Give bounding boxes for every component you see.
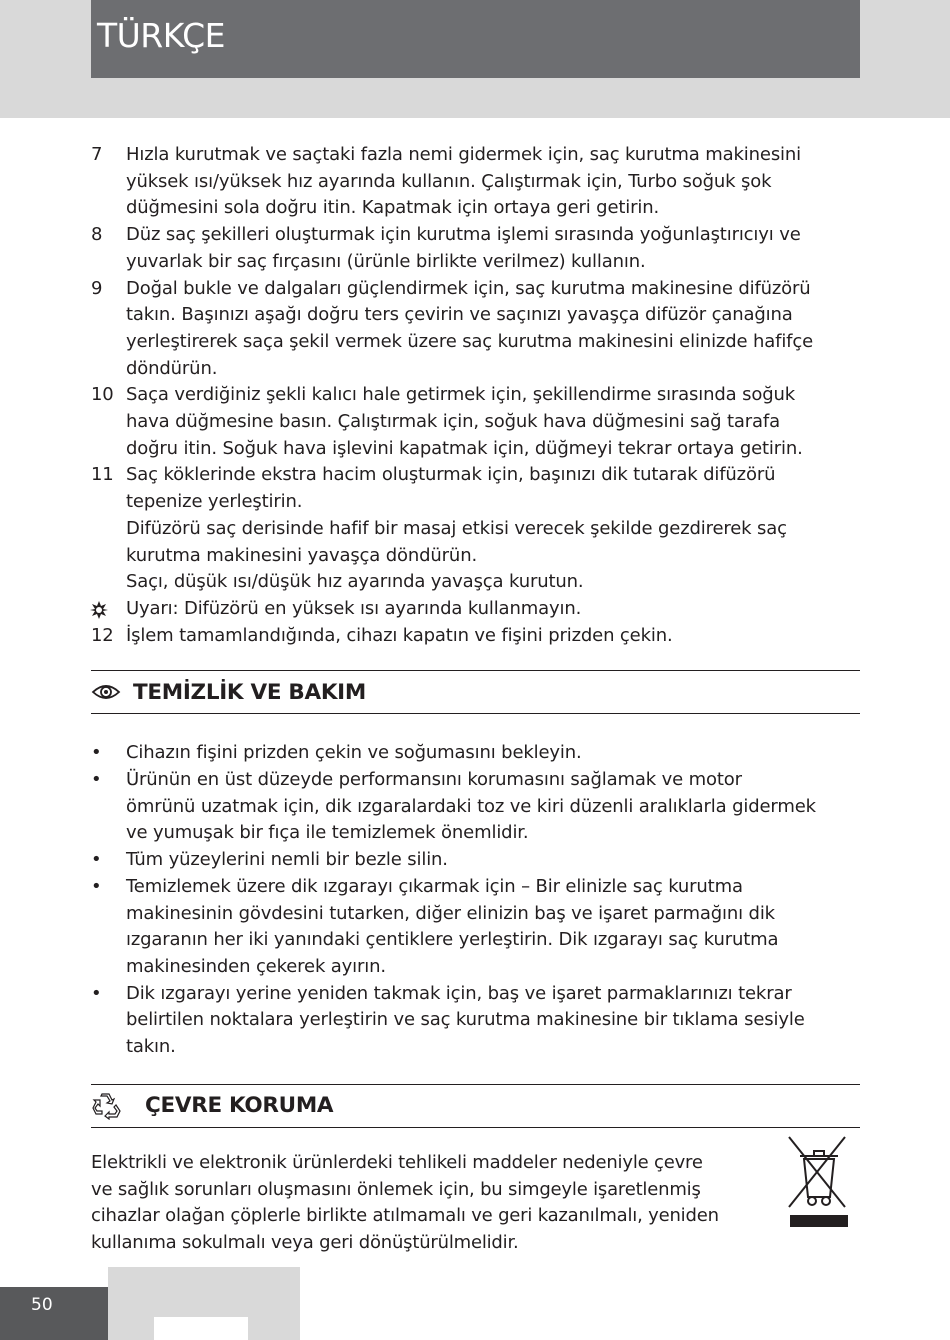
step-text [126, 142, 860, 222]
step-text [126, 222, 860, 275]
step-number: 12 [91, 624, 114, 646]
step-number: 11 [91, 464, 114, 486]
cleaning-section-header [91, 670, 860, 714]
cleaning-section-title: TEMİZLİK VE BAKIM [133, 679, 366, 705]
bullet: • [91, 849, 102, 871]
text-line: yuvarlak bir saç fırçasını (ürünle birlikte verilmez) kullanın. [126, 250, 646, 272]
step-text [126, 382, 860, 462]
cleaning-item [91, 847, 860, 874]
text-line: Uyarı: Difüzörü en yüksek ısı ayarında kullanmayın. [126, 597, 582, 619]
text-line: kullanıma sokulmalı veya geri dönüştürülmelidir. [91, 1231, 519, 1253]
cleaning-text [126, 847, 860, 874]
text-line: Saç köklerinde ekstra hacim oluşturmak için, başınızı dik tutarak difüzörü [126, 464, 776, 486]
step-item [91, 382, 860, 462]
bullet: • [91, 742, 102, 764]
page-content [91, 142, 860, 1257]
environment-section-header [91, 1084, 860, 1128]
step-number: 9 [91, 277, 103, 299]
text-line: Difüzörü saç derisinde hafif bir masaj etkisi verecek şekilde gezdirerek saç [126, 517, 787, 539]
step-number: 10 [91, 384, 114, 406]
cleaning-list [91, 740, 860, 1060]
environment-text [91, 1150, 771, 1257]
cleaning-item [91, 740, 860, 767]
warning-item [91, 596, 860, 623]
text-line: düğmesini sola doğru itin. Kapatmak için ortaya geri getirin. [126, 197, 660, 219]
step-item [91, 462, 860, 596]
text-line: İşlem tamamlandığında, cihazı kapatın ve fişini prizden çekin. [126, 624, 673, 646]
text-line: yüksek ısı/yüksek hız ayarında kullanın. Çalıştırmak için, Turbo soğuk şok [126, 170, 772, 192]
text-line: makinesinin gövdesini tutarken, diğer elinizin baş ve işaret parmağını dik [126, 902, 775, 924]
page-number: 50 [0, 1287, 108, 1340]
bullet: • [91, 875, 102, 897]
text-line: Elektrikli ve elektronik ürünlerdeki tehlikeli maddeler nedeniyle çevre [91, 1151, 703, 1173]
text-line: döndürün. [126, 357, 218, 379]
text-line: hava düğmesine basın. Çalıştırmak için, soğuk hava düğmesini sağ tarafa [126, 411, 780, 433]
cleaning-item [91, 767, 860, 847]
text-line: Temizlemek üzere dik ızgarayı çıkarmak için – Bir elinizle saç kurutma [126, 875, 743, 897]
text-line: ömrünü uzatmak için, dik ızgaralardaki toz ve kiri düzenli aralıklarla gidermek [126, 795, 816, 817]
text-line: Dik ızgarayı yerine yeniden takmak için, baş ve işaret parmaklarınızı tekrar [126, 982, 792, 1004]
cleaning-text [126, 767, 860, 847]
text-line: doğru itin. Soğuk hava işlevini kapatmak için, düğmeyi tekrar ortaya getirin. [126, 437, 803, 459]
text-line: takın. [126, 1036, 176, 1058]
text-line: kurutma makinesini yavaşça döndürün. [126, 544, 478, 566]
text-line: Cihazın fişini prizden çekin ve soğumasını bekleyin. [126, 742, 582, 764]
bullet: • [91, 982, 102, 1004]
step-item [91, 276, 860, 383]
step-item [91, 142, 860, 222]
cleaning-text [126, 981, 860, 1061]
text-line: tepenize yerleştirin. [126, 491, 303, 513]
cleaning-item [91, 874, 860, 981]
step-item [91, 222, 860, 275]
text-line: Saça verdiğiniz şekli kalıcı hale getirmek için, şekillendirme sırasında soğuk [126, 384, 796, 406]
bullet: • [91, 769, 102, 791]
step-item [91, 623, 860, 650]
step-number: 7 [91, 144, 103, 165]
text-line: makinesinden çekerek ayırın. [126, 955, 386, 977]
text-line: takın. Başınızı aşağı doğru ters çevirin ve saçınızı yavaşça difüzör çanağına [126, 304, 793, 326]
step-text [126, 276, 860, 383]
text-line: yerleştirerek saça şekil vermek üzere saç kurutma makinesini elinizde hafifçe [126, 330, 814, 352]
instruction-list [91, 142, 860, 649]
text-line: ve yumuşak bir fıça ile temizlemek önemlidir. [126, 822, 529, 844]
crossed-out-wheelie-bin-icon [787, 1135, 851, 1229]
step-text [126, 596, 860, 623]
text-line: ve sağlık sorunları oluşmasını önlemek için, bu simgeyle işaretlenmiş [91, 1178, 701, 1200]
footer-tab [154, 1317, 248, 1340]
cleaning-text [126, 874, 860, 981]
text-line: ızgaranın her iki yanındaki çentiklere yerleştirin. Dik ızgarayı saç kurutma [126, 929, 779, 951]
environment-section-title: ÇEVRE KORUMA [145, 1093, 334, 1119]
step-text [126, 623, 860, 650]
text-line: Düz saç şekilleri oluşturmak için kurutma işlemi sırasında yoğunlaştırıcıyı ve [126, 224, 801, 246]
step-text [126, 462, 860, 596]
step-number: 8 [91, 224, 103, 246]
warning-icon [90, 601, 108, 619]
cleaning-item [91, 981, 860, 1061]
text-line: Saçı, düşük ısı/düşük hız ayarında yavaşça kurutun. [126, 571, 584, 593]
cleaning-text [126, 740, 860, 767]
text-line: Ürünün en üst düzeyde performansını korumasını sağlamak ve motor [126, 769, 742, 791]
text-line: Doğal bukle ve dalgaları güçlendirmek için, saç kurutma makinesine difüzörü [126, 277, 811, 299]
eye-icon [91, 681, 121, 703]
text-line: Hızla kurutmak ve saçtaki fazla nemi gidermek için, saç kurutma makinesini [126, 144, 802, 165]
language-title: TÜRKÇE [91, 0, 860, 78]
text-line: cihazlar olağan çöplerle birlikte atılmamalı ve geri kazanılmalı, yeniden [91, 1205, 719, 1227]
text-line: Tüm yüzeylerini nemli bir bezle silin. [126, 849, 448, 871]
recycle-icon [91, 1092, 123, 1120]
environment-body [91, 1150, 860, 1257]
text-line: belirtilen noktalara yerleştirin ve saç kurutma makinesine bir tıklama sesiyle [126, 1009, 805, 1031]
